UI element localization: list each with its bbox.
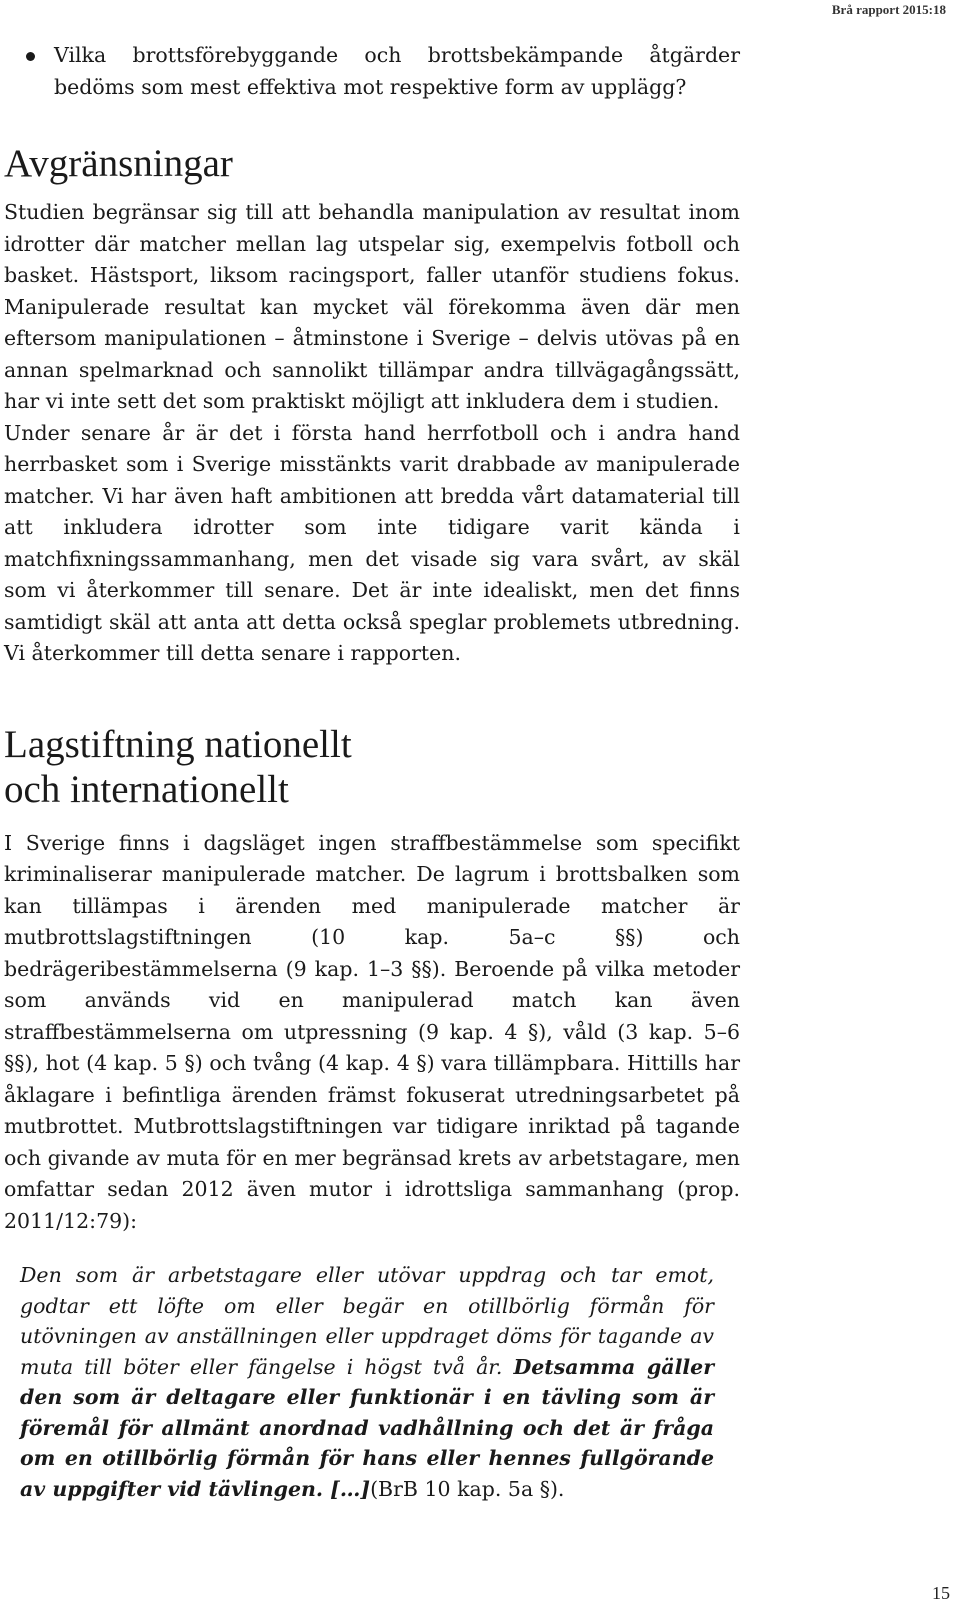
section-heading-lagstiftning (4, 722, 740, 812)
bullet-text: Vilka brottsförebyggande och brottsbekämpande åtgärder bedöms som mest effektiva mot respektive form av upplägg? (54, 43, 740, 99)
page-number: 15 (932, 1583, 950, 1603)
law-quote (4, 1260, 740, 1504)
heading-line-1: Lagstiftning nationellt (4, 722, 352, 766)
report-header: Brå rapport 2015:18 (831, 2, 946, 17)
quote-citation: (BrB 10 kap. 5a §). (370, 1476, 565, 1501)
heading-line-2: och internationellt (4, 767, 289, 811)
bullet-icon (26, 52, 35, 61)
section-heading-avgransningar: Avgränsningar (4, 142, 233, 185)
paragraph-avgransningar-2: Under senare år är det i första hand herrfotboll och i andra hand herrbasket som i Sverige misstänkts varit drabbade av manipulerade matcher. Vi har även haft ambitionen att bredda vårt datamaterial till att inkludera idrotter som inte tidigare varit kända i matchfixningssammanhang, men det visade sig vara svårt, av skäl som vi återkommer till senare. Det är inte idealiskt, men det finns samtidigt skäl att anta att detta också speglar problemets utbredning. Vi återkommer till detta senare i rapporten. (4, 420, 740, 665)
bullet-list-item (4, 40, 740, 103)
paragraph-lagstiftning: I Sverige finns i dagsläget ingen straffbestämmelse som specifikt kriminaliserar manipulerade matcher. De lagrum i brottsbalken som kan tillämpas i ärenden med manipulerade matcher är mutbrottslagstiftningen (10 kap. 5a–c §§) och bedrägeribestämmelserna (9 kap. 1–3 §§). Beroende på vilka metoder som används vid en manipulerad match kan även straffbestämmelserna om utpressning (9 kap. 4 §), våld (3 kap. 5–6 §§), hot (4 kap. 5 §) och tvång (4 kap. 4 §) vara tillämpbara. Hittills har åklagare i befintliga ärenden främst fokuserat utredningsarbetet på mutbrottet. Mutbrottslagstiftningen var tidigare inriktad på tagande och givande av muta för en mer begränsad krets av arbetstagare, men omfattar sedan 2012 även mutor i idrottsliga sammanhang (prop. 2011/12:79): (4, 830, 740, 1233)
document-body (4, 40, 740, 1504)
quote-bold-text: Detsamma gäller den som är deltagare eller funktionär i en tävling som är föremål för allmänt anordnad vadhållning och det är fråga om en otillbörlig förmån för hans eller hennes fullgörande av uppgifter vid tävlingen. […] (20, 1354, 714, 1501)
paragraph-avgransningar-1: Studien begränsar sig till att behandla manipulation av resultat inom idrotter där matcher mellan lag utspelar sig, exempelvis fotboll och basket. Hästsport, liksom racingsport, faller utanför studiens fokus. Manipulerade resultat kan mycket väl förekomma även där men eftersom manipulationen – åtminstone i Sverige – delvis utövas på en annan spelmarknad och sannolikt tillämpar andra tillvägagångssätt, har vi inte sett det som praktiskt möjligt att inkludera dem i studien. (4, 200, 740, 413)
quote-italic-text: Den som är arbetstagare eller utövar uppdrag och tar emot, godtar ett löfte om eller begär en otillbörlig förmån för utövningen av anställningen eller uppdraget döms för tagande av muta till böter eller fängelse i högst två år. (20, 1263, 714, 1379)
